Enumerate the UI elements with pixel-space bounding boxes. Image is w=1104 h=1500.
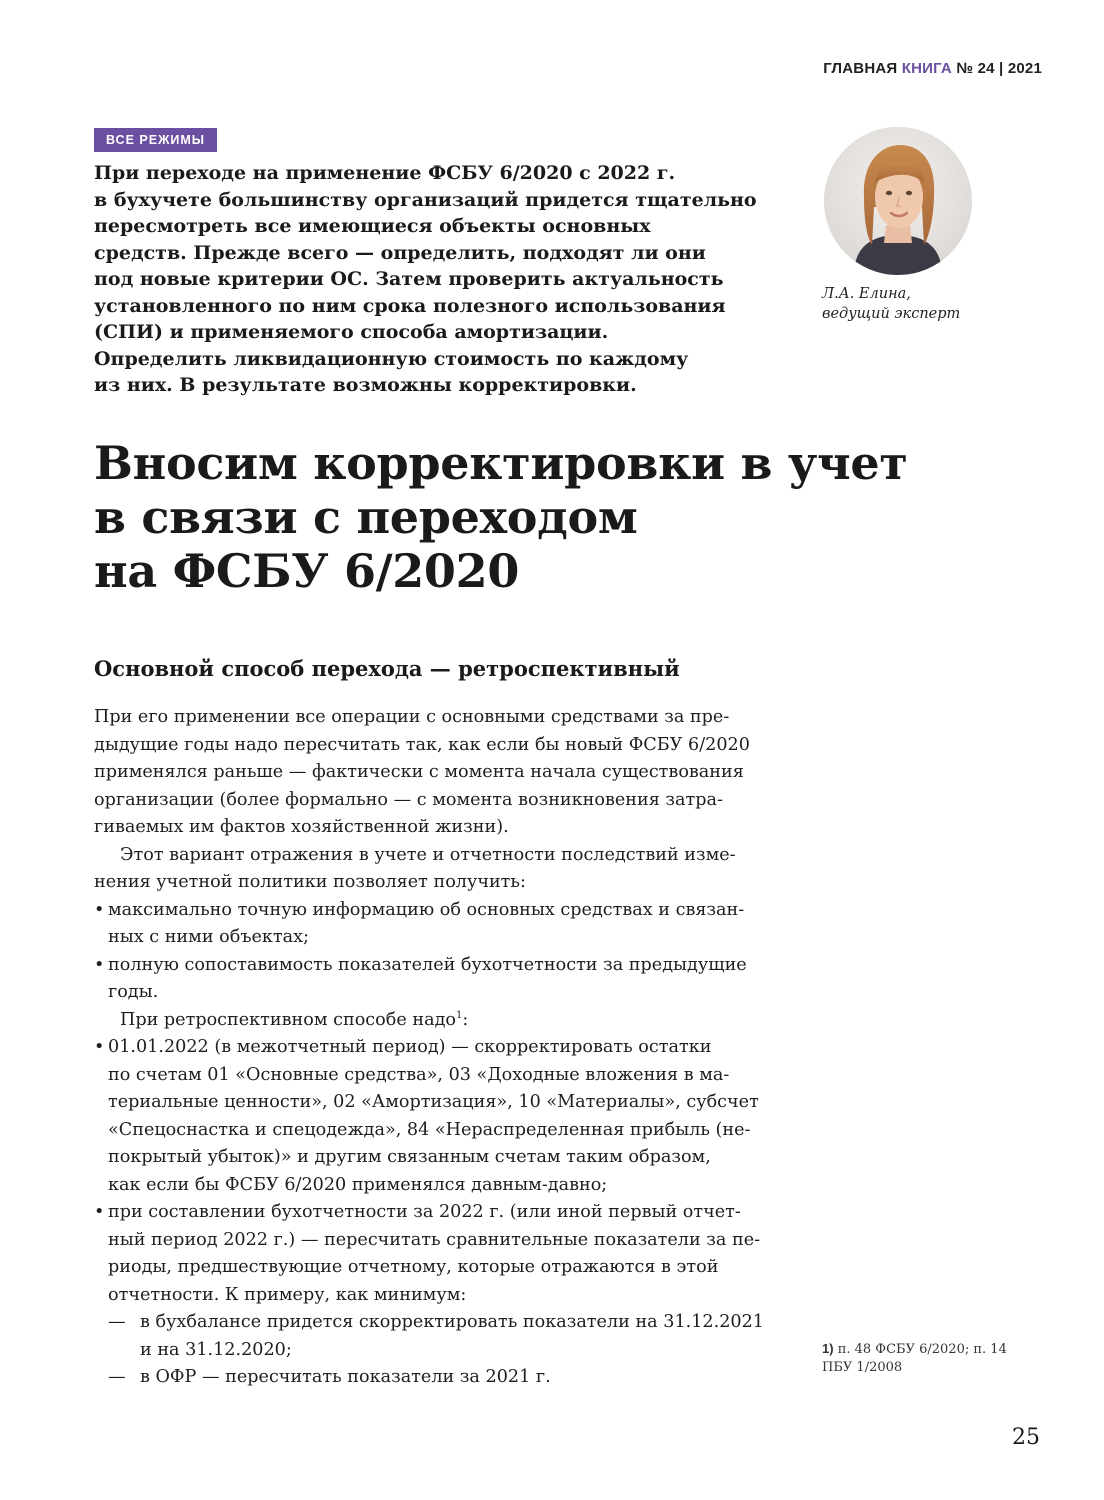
footnote-text: п. 48 ФСБУ 6/2020; п. 14: [833, 1342, 1007, 1357]
body-line: [94, 1007, 776, 1035]
list-line: полную сопоставимость показателей бухотчетности за предыдущие: [108, 954, 747, 975]
brand-accent: КНИГА: [901, 60, 952, 77]
footnote: [822, 1340, 1032, 1377]
lead-line: пересмотреть все имеющиеся объекты основных: [94, 215, 651, 237]
section-tag: ВСЕ РЕЖИМЫ: [94, 128, 217, 152]
lead-line: средств. Прежде всего — определить, подходят ли они: [94, 241, 706, 264]
bullet-marker: •: [94, 954, 105, 975]
list-line: ных с ними объектах;: [108, 927, 310, 947]
author-caption: [822, 284, 960, 324]
list-item: [94, 897, 776, 952]
bullet-marker: •: [94, 1037, 105, 1057]
title-line: на ФСБУ 6/2020: [94, 544, 520, 598]
section-subheading: Основной способ перехода — ретроспективный: [94, 656, 680, 681]
page-number: 25: [1012, 1425, 1040, 1450]
body-line: организации (более формально — с момента возникновения затра-: [94, 789, 723, 810]
lead-paragraph: [94, 160, 794, 399]
article-title: [94, 436, 994, 598]
list-item: [94, 1199, 776, 1309]
body-line: Этот вариант отражения в учете и отчетности последствий изме-: [120, 844, 736, 865]
list-line: 01.01.2022 (в межотчетный период) — скорректировать остатки: [108, 1037, 712, 1057]
lead-line: (СПИ) и применяемого способа амортизации.: [94, 321, 609, 343]
list-line: риоды, предшествующие отчетному, которые отражаются в этой: [108, 1257, 719, 1277]
title-line: в связи с переходом: [94, 490, 638, 544]
list-line: «Спецоснастка и спецодежда», 84 «Нераспределенная прибыль (не-: [108, 1119, 751, 1140]
list-line: териальные ценности», 02 «Амортизация», 10 «Материалы», субсчет: [108, 1092, 759, 1112]
list-line: в бухбалансе придется скорректировать показатели на 31.12.2021: [140, 1312, 764, 1332]
brand-main: ГЛАВНАЯ: [823, 60, 898, 77]
lead-line: При переходе на применение ФСБУ 6/2020 с 2022 г.: [94, 162, 676, 184]
footnote-line: ПБУ 1/2008: [822, 1360, 903, 1375]
body-line: нения учетной политики позволяет получить:: [94, 872, 526, 892]
footnote-ref[interactable]: 1: [456, 1009, 463, 1021]
list-item: [94, 1034, 776, 1199]
lead-line: из них. В результате возможны корректировки.: [94, 374, 637, 396]
sub-list-item: [94, 1309, 776, 1364]
list-line: по счетам 01 «Основные средства», 03 «Доходные вложения в ма-: [108, 1064, 730, 1085]
bullet-marker: •: [94, 899, 105, 920]
list-line: как если бы ФСБУ 6/2020 применялся давным-давно;: [108, 1174, 608, 1195]
body-line: дыдущие годы надо пересчитать так, как если бы новый ФСБУ 6/2020: [94, 734, 750, 755]
list-line: годы.: [108, 982, 159, 1002]
list-line: в ОФР — пересчитать показатели за 2021 г.: [140, 1367, 551, 1387]
body-line: гиваемых им фактов хозяйственной жизни).: [94, 817, 509, 837]
dash-marker: —: [108, 1367, 126, 1387]
list-line: отчетности. К примеру, как минимум:: [108, 1284, 467, 1305]
author-role: ведущий эксперт: [822, 306, 961, 322]
author-portrait-icon: [824, 127, 972, 275]
list-line: ный период 2022 г.) — пересчитать сравнительные показатели за пе-: [108, 1229, 761, 1250]
footnote-marker: 1): [822, 1341, 834, 1356]
dash-marker: —: [108, 1312, 126, 1332]
magazine-header: [823, 60, 1042, 77]
lead-line: в бухучете большинству организаций придется тщательно: [94, 188, 757, 211]
bullet-marker: •: [94, 1202, 105, 1222]
body-line: При его применении все операции с основными средствами за пре-: [94, 707, 730, 727]
p3-text: При ретроспективном способе надо: [120, 1009, 456, 1030]
author-photo: [824, 127, 972, 275]
list-line: при составлении бухотчетности за 2022 г. (или иной первый отчет-: [108, 1202, 741, 1222]
lead-line: установленного по ним срока полезного использования: [94, 294, 726, 317]
list-line: максимально точную информацию об основных средствах и связан-: [108, 899, 745, 920]
footnote-line: [822, 1340, 1032, 1359]
lead-line: Определить ликвидационную стоимость по каждому: [94, 347, 689, 370]
lead-line: под новые критерии ОС. Затем проверить актуальность: [94, 268, 724, 290]
list-line: покрытый убыток)» и другим связанным счетам таким образом,: [108, 1147, 711, 1167]
author-name: Л.А. Елина,: [822, 286, 911, 302]
body-line: применялся раньше — фактически с момента начала существования: [94, 762, 744, 782]
p3-colon: :: [462, 1009, 469, 1030]
sub-list-item: [94, 1364, 776, 1392]
article-body: [94, 704, 776, 1392]
issue-number: № 24 | 2021: [956, 60, 1042, 77]
list-item: [94, 952, 776, 1007]
title-line: Вносим корректировки в учет: [94, 436, 908, 490]
list-line: и на 31.12.2020;: [140, 1339, 292, 1360]
